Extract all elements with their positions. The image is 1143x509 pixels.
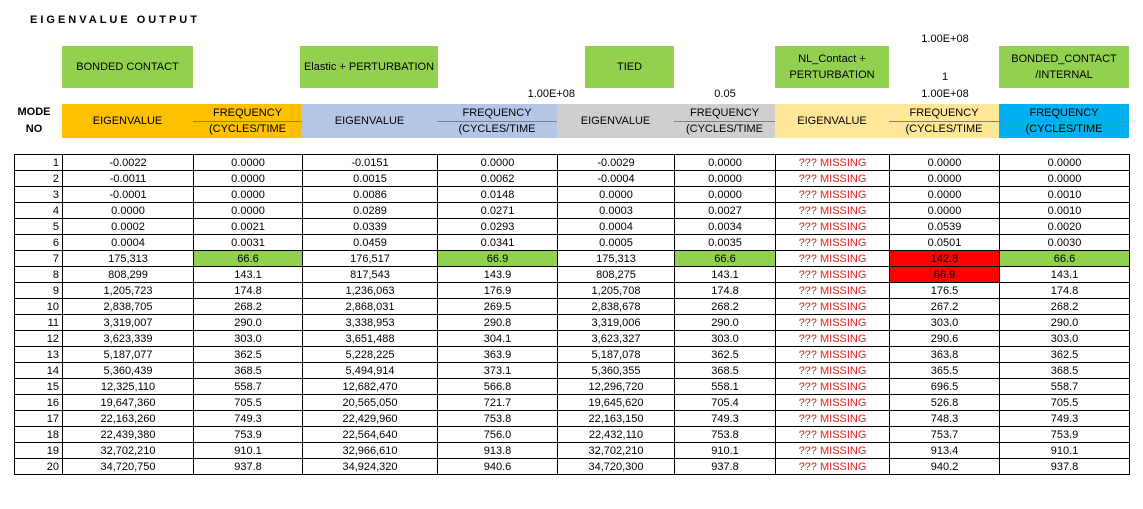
table-cell: 0.0000	[1000, 171, 1130, 187]
header-frequency-tied	[674, 104, 775, 138]
table-row	[15, 331, 1130, 347]
table-cell: 0.0010	[1000, 203, 1130, 219]
table-cell: 910.1	[194, 443, 303, 459]
table-cell: 0.0501	[890, 235, 1000, 251]
header-frequency-internal	[999, 104, 1129, 138]
table-cell: 362.5	[1000, 347, 1130, 363]
table-cell: ??? MISSING	[776, 251, 890, 267]
table-cell: 290.0	[675, 315, 776, 331]
table-cell: 290.0	[194, 315, 303, 331]
table-cell: 913.8	[438, 443, 558, 459]
table-cell: 290.8	[438, 315, 558, 331]
header-text: (CYCLES/TIME	[685, 122, 763, 135]
table-cell: 268.2	[194, 299, 303, 315]
table-row	[15, 187, 1130, 203]
table-cell: ??? MISSING	[776, 411, 890, 427]
table-row	[15, 459, 1130, 475]
mode-number-cell: 2	[15, 171, 63, 187]
table-cell: 0.0000	[194, 187, 303, 203]
table-cell: 66.9	[890, 267, 1000, 283]
note-scale-nl: 1.00E+08	[921, 88, 969, 100]
table-cell: ??? MISSING	[776, 267, 890, 283]
table-cell: 0.0003	[558, 203, 675, 219]
table-cell: 174.8	[1000, 283, 1130, 299]
table-row	[15, 251, 1130, 267]
table-cell: 66.9	[438, 251, 558, 267]
table-row	[15, 203, 1130, 219]
table-cell: ??? MISSING	[776, 363, 890, 379]
table-row	[15, 155, 1130, 171]
table-row	[15, 347, 1130, 363]
table-cell: 2,868,031	[303, 299, 438, 315]
mode-number-cell: 19	[15, 443, 63, 459]
table-cell: 268.2	[675, 299, 776, 315]
table-cell: 817,543	[303, 267, 438, 283]
group-tied	[585, 46, 674, 88]
table-cell: 363.9	[438, 347, 558, 363]
table-cell: ??? MISSING	[776, 299, 890, 315]
table-cell: 808,275	[558, 267, 675, 283]
table-cell: 0.0293	[438, 219, 558, 235]
table-cell: 362.5	[675, 347, 776, 363]
table-cell: 0.0035	[675, 235, 776, 251]
table-cell: 910.1	[1000, 443, 1130, 459]
table-cell: 3,651,488	[303, 331, 438, 347]
table-cell: -0.0029	[558, 155, 675, 171]
page-title: EIGENVALUE OUTPUT	[30, 14, 200, 26]
table-cell: 303.0	[675, 331, 776, 347]
table-cell: 365.5	[890, 363, 1000, 379]
table-cell: -0.0004	[558, 171, 675, 187]
table-cell: ??? MISSING	[776, 443, 890, 459]
table-cell: 22,429,960	[303, 411, 438, 427]
table-cell: 290.0	[1000, 315, 1130, 331]
table-cell: 749.3	[194, 411, 303, 427]
table-cell: 362.5	[194, 347, 303, 363]
header-text: (CYCLES/TIME	[905, 122, 983, 135]
table-cell: 363.8	[890, 347, 1000, 363]
group-elastic-perturbation	[300, 46, 438, 88]
table-cell: 1,205,723	[63, 283, 194, 299]
header-text: FREQUENCY	[674, 106, 775, 122]
table-cell: 558.1	[675, 379, 776, 395]
header-eigenvalue-bonded	[62, 104, 193, 138]
mode-number-cell: 9	[15, 283, 63, 299]
table-cell: 32,966,610	[303, 443, 438, 459]
table-cell: 20,565,050	[303, 395, 438, 411]
header-text: EIGENVALUE	[580, 115, 651, 127]
header-text: FREQUENCY	[193, 106, 302, 122]
table-row	[15, 363, 1130, 379]
table-cell: 34,924,320	[303, 459, 438, 475]
table-cell: 0.0000	[890, 203, 1000, 219]
table-cell: 3,623,327	[558, 331, 675, 347]
table-cell: 143.1	[194, 267, 303, 283]
table-cell: 940.6	[438, 459, 558, 475]
eigenvalue-table	[14, 154, 1130, 475]
mode-number-cell: 18	[15, 427, 63, 443]
table-cell: 12,682,470	[303, 379, 438, 395]
table-cell: 0.0015	[303, 171, 438, 187]
header-text: (CYCLES/TIME	[458, 122, 536, 135]
table-cell: ??? MISSING	[776, 203, 890, 219]
header-frequency-elastic	[437, 104, 557, 138]
table-cell: 1,236,063	[303, 283, 438, 299]
table-cell: 1,205,708	[558, 283, 675, 299]
table-cell: 32,702,210	[558, 443, 675, 459]
table-cell: 0.0000	[890, 171, 1000, 187]
note-scale-elastic: 1.00E+08	[527, 88, 575, 100]
table-cell: -0.0151	[303, 155, 438, 171]
mode-number-cell: 8	[15, 267, 63, 283]
table-cell: 303.0	[890, 315, 1000, 331]
table-cell: 0.0000	[558, 187, 675, 203]
table-row	[15, 171, 1130, 187]
table-cell: 34,720,300	[558, 459, 675, 475]
header-text: EIGENVALUE	[334, 115, 405, 127]
table-cell: 0.0000	[194, 203, 303, 219]
table-cell: 937.8	[675, 459, 776, 475]
table-cell: 937.8	[1000, 459, 1130, 475]
table-cell: 66.6	[194, 251, 303, 267]
table-cell: -0.0011	[63, 171, 194, 187]
group-nl-contact-perturbation	[775, 46, 889, 88]
table-cell: 32,702,210	[63, 443, 194, 459]
table-cell: ??? MISSING	[776, 331, 890, 347]
mode-no-header	[4, 104, 64, 138]
table-cell: 0.0000	[194, 155, 303, 171]
table-cell: 2,838,678	[558, 299, 675, 315]
group-label: BONDED CONTACT	[76, 61, 179, 73]
table-cell: 0.0004	[63, 235, 194, 251]
table-cell: 0.0339	[303, 219, 438, 235]
header-frequency-nl	[889, 104, 999, 138]
table-cell: 0.0027	[675, 203, 776, 219]
table-cell: 748.3	[890, 411, 1000, 427]
group-bonded-contact-internal	[999, 46, 1129, 88]
table-row	[15, 235, 1130, 251]
table-cell: 5,187,077	[63, 347, 194, 363]
table-cell: ??? MISSING	[776, 395, 890, 411]
mode-number-cell: 13	[15, 347, 63, 363]
table-cell: 2,838,705	[63, 299, 194, 315]
note-tied-value: 0.05	[714, 88, 736, 100]
header-eigenvalue-nl	[775, 104, 889, 138]
table-cell: 0.0030	[1000, 235, 1130, 251]
header-text: EIGENVALUE	[797, 115, 867, 127]
group-label: TIED	[616, 61, 643, 73]
mode-number-cell: 3	[15, 187, 63, 203]
table-row	[15, 395, 1130, 411]
table-cell: 0.0148	[438, 187, 558, 203]
header-eigenvalue-tied	[557, 104, 674, 138]
table-cell: 142.8	[890, 251, 1000, 267]
table-cell: 5,360,439	[63, 363, 194, 379]
header-frequency-bonded	[193, 104, 302, 138]
table-cell: 5,360,355	[558, 363, 675, 379]
mode-number-cell: 7	[15, 251, 63, 267]
group-label: BONDED_CONTACT /INTERNAL	[1011, 53, 1117, 81]
table-row	[15, 379, 1130, 395]
table-cell: 304.1	[438, 331, 558, 347]
table-cell: ??? MISSING	[776, 283, 890, 299]
table-cell: 3,623,339	[63, 331, 194, 347]
table-cell: 0.0005	[558, 235, 675, 251]
table-cell: 176.9	[438, 283, 558, 299]
table-row	[15, 267, 1130, 283]
header-eigenvalue-elastic	[302, 104, 437, 138]
table-cell: 0.0000	[1000, 155, 1130, 171]
table-cell: 940.2	[890, 459, 1000, 475]
header-text: (CYCLES/TIME	[1025, 122, 1103, 135]
mode-number-cell: 11	[15, 315, 63, 331]
table-cell: 696.5	[890, 379, 1000, 395]
table-cell: 0.0034	[675, 219, 776, 235]
group-label: NL_Contact + PERTURBATION	[789, 53, 875, 81]
table-cell: 143.1	[675, 267, 776, 283]
table-cell: ??? MISSING	[776, 347, 890, 363]
table-cell: ??? MISSING	[776, 459, 890, 475]
table-cell: 0.0004	[558, 219, 675, 235]
table-row	[15, 315, 1130, 331]
table-cell: 174.8	[675, 283, 776, 299]
table-cell: 0.0031	[194, 235, 303, 251]
header-text: EIGENVALUE	[92, 115, 163, 127]
table-cell: -0.0022	[63, 155, 194, 171]
table-cell: 705.4	[675, 395, 776, 411]
table-cell: 3,338,953	[303, 315, 438, 331]
table-cell: 22,432,110	[558, 427, 675, 443]
note-scale-top: 1.00E+08	[921, 33, 969, 45]
table-row	[15, 283, 1130, 299]
table-cell: 0.0000	[890, 155, 1000, 171]
table-cell: 808,299	[63, 267, 194, 283]
table-row	[15, 219, 1130, 235]
table-cell: 0.0020	[1000, 219, 1130, 235]
table-cell: 558.7	[194, 379, 303, 395]
table-cell: ??? MISSING	[776, 379, 890, 395]
mode-number-cell: 6	[15, 235, 63, 251]
table-cell: 0.0539	[890, 219, 1000, 235]
table-cell: 12,296,720	[558, 379, 675, 395]
table-cell: 749.3	[1000, 411, 1130, 427]
table-cell: 0.0271	[438, 203, 558, 219]
table-cell: 368.5	[675, 363, 776, 379]
table-cell: 753.9	[1000, 427, 1130, 443]
table-cell: 705.5	[194, 395, 303, 411]
table-cell: 19,647,360	[63, 395, 194, 411]
table-cell: 753.9	[194, 427, 303, 443]
table-cell: 175,313	[558, 251, 675, 267]
table-cell: 0.0000	[890, 187, 1000, 203]
table-cell: 174.8	[194, 283, 303, 299]
table-cell: 175,313	[63, 251, 194, 267]
mode-number-cell: 1	[15, 155, 63, 171]
table-cell: 143.9	[438, 267, 558, 283]
table-cell: 558.7	[1000, 379, 1130, 395]
table-cell: 0.0000	[63, 203, 194, 219]
table-body	[15, 155, 1130, 475]
mode-number-cell: 14	[15, 363, 63, 379]
table-cell: 22,163,150	[558, 411, 675, 427]
table-cell: 0.0341	[438, 235, 558, 251]
table-cell: 3,319,007	[63, 315, 194, 331]
mode-number-cell: 4	[15, 203, 63, 219]
table-cell: 913.4	[890, 443, 1000, 459]
table-cell: 12,325,110	[63, 379, 194, 395]
table-cell: 19,645,620	[558, 395, 675, 411]
table-cell: 269.5	[438, 299, 558, 315]
table-cell: ??? MISSING	[776, 427, 890, 443]
group-label: Elastic + PERTURBATION	[303, 61, 435, 73]
table-cell: 753.8	[675, 427, 776, 443]
header-text: (CYCLES/TIME	[208, 122, 286, 135]
group-bonded-contact	[62, 46, 193, 88]
table-cell: 0.0086	[303, 187, 438, 203]
table-cell: 303.0	[194, 331, 303, 347]
table-cell: 303.0	[1000, 331, 1130, 347]
header-text: FREQUENCY	[889, 106, 999, 122]
table-cell: 721.7	[438, 395, 558, 411]
table-cell: 0.0000	[675, 187, 776, 203]
mode-number-cell: 10	[15, 299, 63, 315]
table-row	[15, 443, 1130, 459]
table-cell: ??? MISSING	[776, 155, 890, 171]
table-cell: 22,163,260	[63, 411, 194, 427]
table-cell: 0.0000	[194, 171, 303, 187]
table-cell: 566.8	[438, 379, 558, 395]
table-cell: 0.0000	[675, 155, 776, 171]
table-row	[15, 411, 1130, 427]
table-cell: 0.0062	[438, 171, 558, 187]
table-cell: ??? MISSING	[776, 315, 890, 331]
table-cell: 0.0021	[194, 219, 303, 235]
mode-label: MODE	[17, 106, 51, 118]
mode-number-cell: 12	[15, 331, 63, 347]
table-cell: ??? MISSING	[776, 219, 890, 235]
table-cell: 0.0459	[303, 235, 438, 251]
mode-number-cell: 15	[15, 379, 63, 395]
table-cell: 5,187,078	[558, 347, 675, 363]
table-cell: 143.1	[1000, 267, 1130, 283]
table-cell: 66.6	[675, 251, 776, 267]
table-cell: 368.5	[1000, 363, 1130, 379]
table-cell: 937.8	[194, 459, 303, 475]
table-cell: 373.1	[438, 363, 558, 379]
table-cell: -0.0001	[63, 187, 194, 203]
table-cell: 268.2	[1000, 299, 1130, 315]
table-cell: 705.5	[1000, 395, 1130, 411]
mode-number-cell: 20	[15, 459, 63, 475]
table-cell: 910.1	[675, 443, 776, 459]
table-cell: 0.0002	[63, 219, 194, 235]
table-cell: 753.8	[438, 411, 558, 427]
table-cell: 176,517	[303, 251, 438, 267]
table-row	[15, 427, 1130, 443]
no-label: NO	[25, 123, 43, 135]
mode-number-cell: 16	[15, 395, 63, 411]
table-cell: 22,439,380	[63, 427, 194, 443]
table-cell: 0.0000	[438, 155, 558, 171]
table-cell: 22,564,640	[303, 427, 438, 443]
table-cell: ??? MISSING	[776, 235, 890, 251]
table-cell: 5,494,914	[303, 363, 438, 379]
mode-number-cell: 5	[15, 219, 63, 235]
note-one: 1	[941, 71, 949, 83]
table-cell: 0.0000	[675, 171, 776, 187]
header-text: FREQUENCY	[437, 106, 557, 122]
table-cell: 34,720,750	[63, 459, 194, 475]
table-cell: 753.7	[890, 427, 1000, 443]
table-cell: 0.0010	[1000, 187, 1130, 203]
table-cell: 526.8	[890, 395, 1000, 411]
table-cell: 3,319,006	[558, 315, 675, 331]
table-cell: 756.0	[438, 427, 558, 443]
table-cell: 267.2	[890, 299, 1000, 315]
table-row	[15, 299, 1130, 315]
table-cell: 290.6	[890, 331, 1000, 347]
table-cell: 0.0289	[303, 203, 438, 219]
table-cell: 368.5	[194, 363, 303, 379]
mode-number-cell: 17	[15, 411, 63, 427]
table-cell: 66.6	[1000, 251, 1130, 267]
table-cell: ??? MISSING	[776, 171, 890, 187]
header-text: FREQUENCY	[999, 106, 1129, 122]
table-cell: 5,228,225	[303, 347, 438, 363]
table-cell: 176.5	[890, 283, 1000, 299]
table-cell: 749.3	[675, 411, 776, 427]
table-cell: ??? MISSING	[776, 187, 890, 203]
